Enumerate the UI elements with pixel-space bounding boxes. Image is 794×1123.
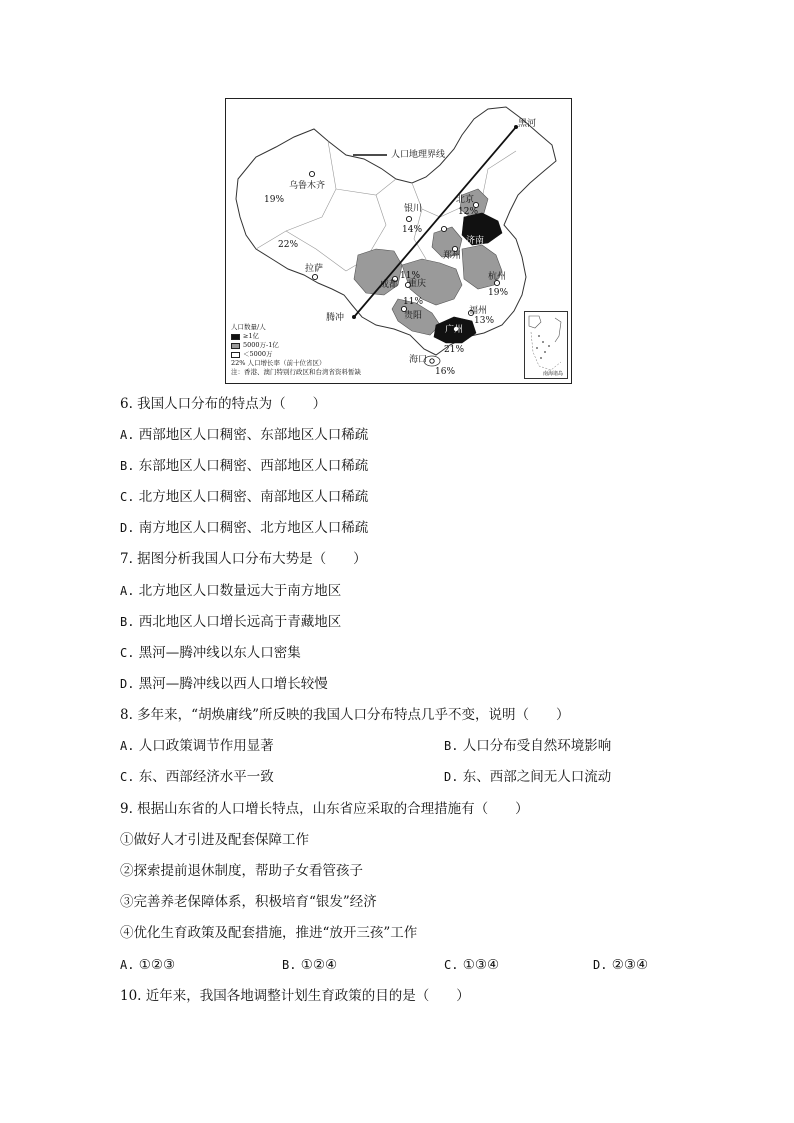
city-guiyang: 贵阳 [404,311,423,321]
city-heihe: 黑河 [518,119,537,129]
map-legend [231,323,431,377]
city-yinchuan: 银川 [404,204,423,214]
rate-xinjiang: 19% [264,195,285,205]
city-zhengzhou: 郑州 [443,251,462,261]
question-6-stem: 6. 我国人口分布的特点为（ ） [120,396,327,412]
legend-item-50m-100m: 5000万-1亿 [231,341,431,350]
question-7-option-a[interactable]: A. 北方地区人口数量远大于南方地区 [120,583,342,599]
question-9-option-c[interactable]: C. ①③④ [444,957,500,973]
city-hangzhou: 杭州 [488,272,507,282]
legend-rate-note: 22% 人口增长率（前十位省区） [231,359,326,367]
china-population-map [225,98,572,384]
rate-sichuan: 11% [400,271,421,281]
city-fuzhou: 福州 [469,306,488,316]
question-8-stem: 8. 多年来，“胡焕庸线”所反映的我国人口分布特点几乎不变，说明（ ） [120,707,570,723]
question-9-stem: 9. 根据山东省的人口增长特点，山东省应采取的合理措施有（ ） [120,801,529,817]
question-6-option-b[interactable]: B. 东部地区人口稠密、西部地区人口稀疏 [120,458,369,474]
rate-guangdong: 21% [444,345,465,355]
rate-zhejiang: 19% [488,288,509,298]
city-chengdu: 成都 [380,280,399,290]
question-9-option-b[interactable]: B. ①②④ [282,957,338,973]
rate-guizhou: 11% [403,297,424,307]
rate-beijing: 12% [458,207,479,217]
china-outline [236,107,556,355]
question-7-option-d[interactable]: D. 黑河—腾冲线以西人口增长较慢 [120,676,328,692]
city-lasa: 拉萨 [305,264,324,274]
question-7-stem: 7. 据图分析我国人口分布大势是（ ） [120,551,367,567]
city-wulumuqi: 乌鲁木齐 [289,181,326,191]
legend-item-over-100m: ≥1亿 [231,332,431,341]
legend-swatch-grey [231,343,240,349]
question-9-option-d[interactable]: D. ②③④ [593,957,649,973]
question-8-option-a[interactable]: A. 人口政策调节作用显著 [120,738,274,754]
legend-swatch-black [231,334,240,340]
legend-title: 人口数量/人 [231,323,266,331]
city-chongqing: 重庆 [408,279,427,289]
rate-xizang: 22% [278,240,299,250]
question-6-option-c[interactable]: C. 北方地区人口稠密、南部地区人口稀疏 [120,489,369,505]
question-7-option-b[interactable]: B. 西北地区人口增长远高于青藏地区 [120,614,342,630]
inset-label: 南海诸岛 [543,371,564,377]
question-7-option-c[interactable]: C. 黑河—腾冲线以东人口密集 [120,645,301,661]
question-9-option-a[interactable]: A. ①②③ [120,957,176,973]
rate-ningxia: 14% [402,225,423,235]
legend-item-under-50m: ＜5000万 [231,350,431,359]
legend-swatch-white [231,352,240,358]
question-9-item-1: ①做好人才引进及配套保障工作 [120,832,309,848]
question-8-option-d[interactable]: D. 东、西部之间无人口流动 [444,769,612,785]
city-haikou: 海口 [409,355,428,365]
legend-line-label: 人口地理界线 [391,150,446,160]
city-guangzhou: 广州 [445,325,464,335]
city-beijing: 北京 [456,195,475,205]
legend-footnote: 注：香港、澳门特别行政区和台湾省资料暂缺 [231,368,361,376]
question-6-option-a[interactable]: A. 西部地区人口稠密、东部地区人口稀疏 [120,427,369,443]
city-tengchong: 腾冲 [326,313,345,323]
city-jinan: 济南 [466,236,485,246]
question-9-item-4: ④优化生育政策及配套措施，推进“放开三孩”工作 [120,925,418,941]
question-9-item-2: ②探索提前退休制度，帮助子女看管孩子 [120,863,363,879]
question-8-option-b[interactable]: B. 人口分布受自然环境影响 [444,738,612,754]
rate-hainan: 16% [435,367,456,377]
rate-fujian: 13% [474,316,495,326]
question-8-option-c[interactable]: C. 东、西部经济水平一致 [120,769,274,785]
south-china-sea-inset [524,311,568,379]
question-9-item-3: ③完善养老保障体系，积极培育“银发”经济 [120,894,377,910]
question-6-option-d[interactable]: D. 南方地区人口稠密、北方地区人口稀疏 [120,520,369,536]
question-10-stem: 10. 近年来，我国各地调整计划生育政策的目的是（ ） [120,988,470,1004]
